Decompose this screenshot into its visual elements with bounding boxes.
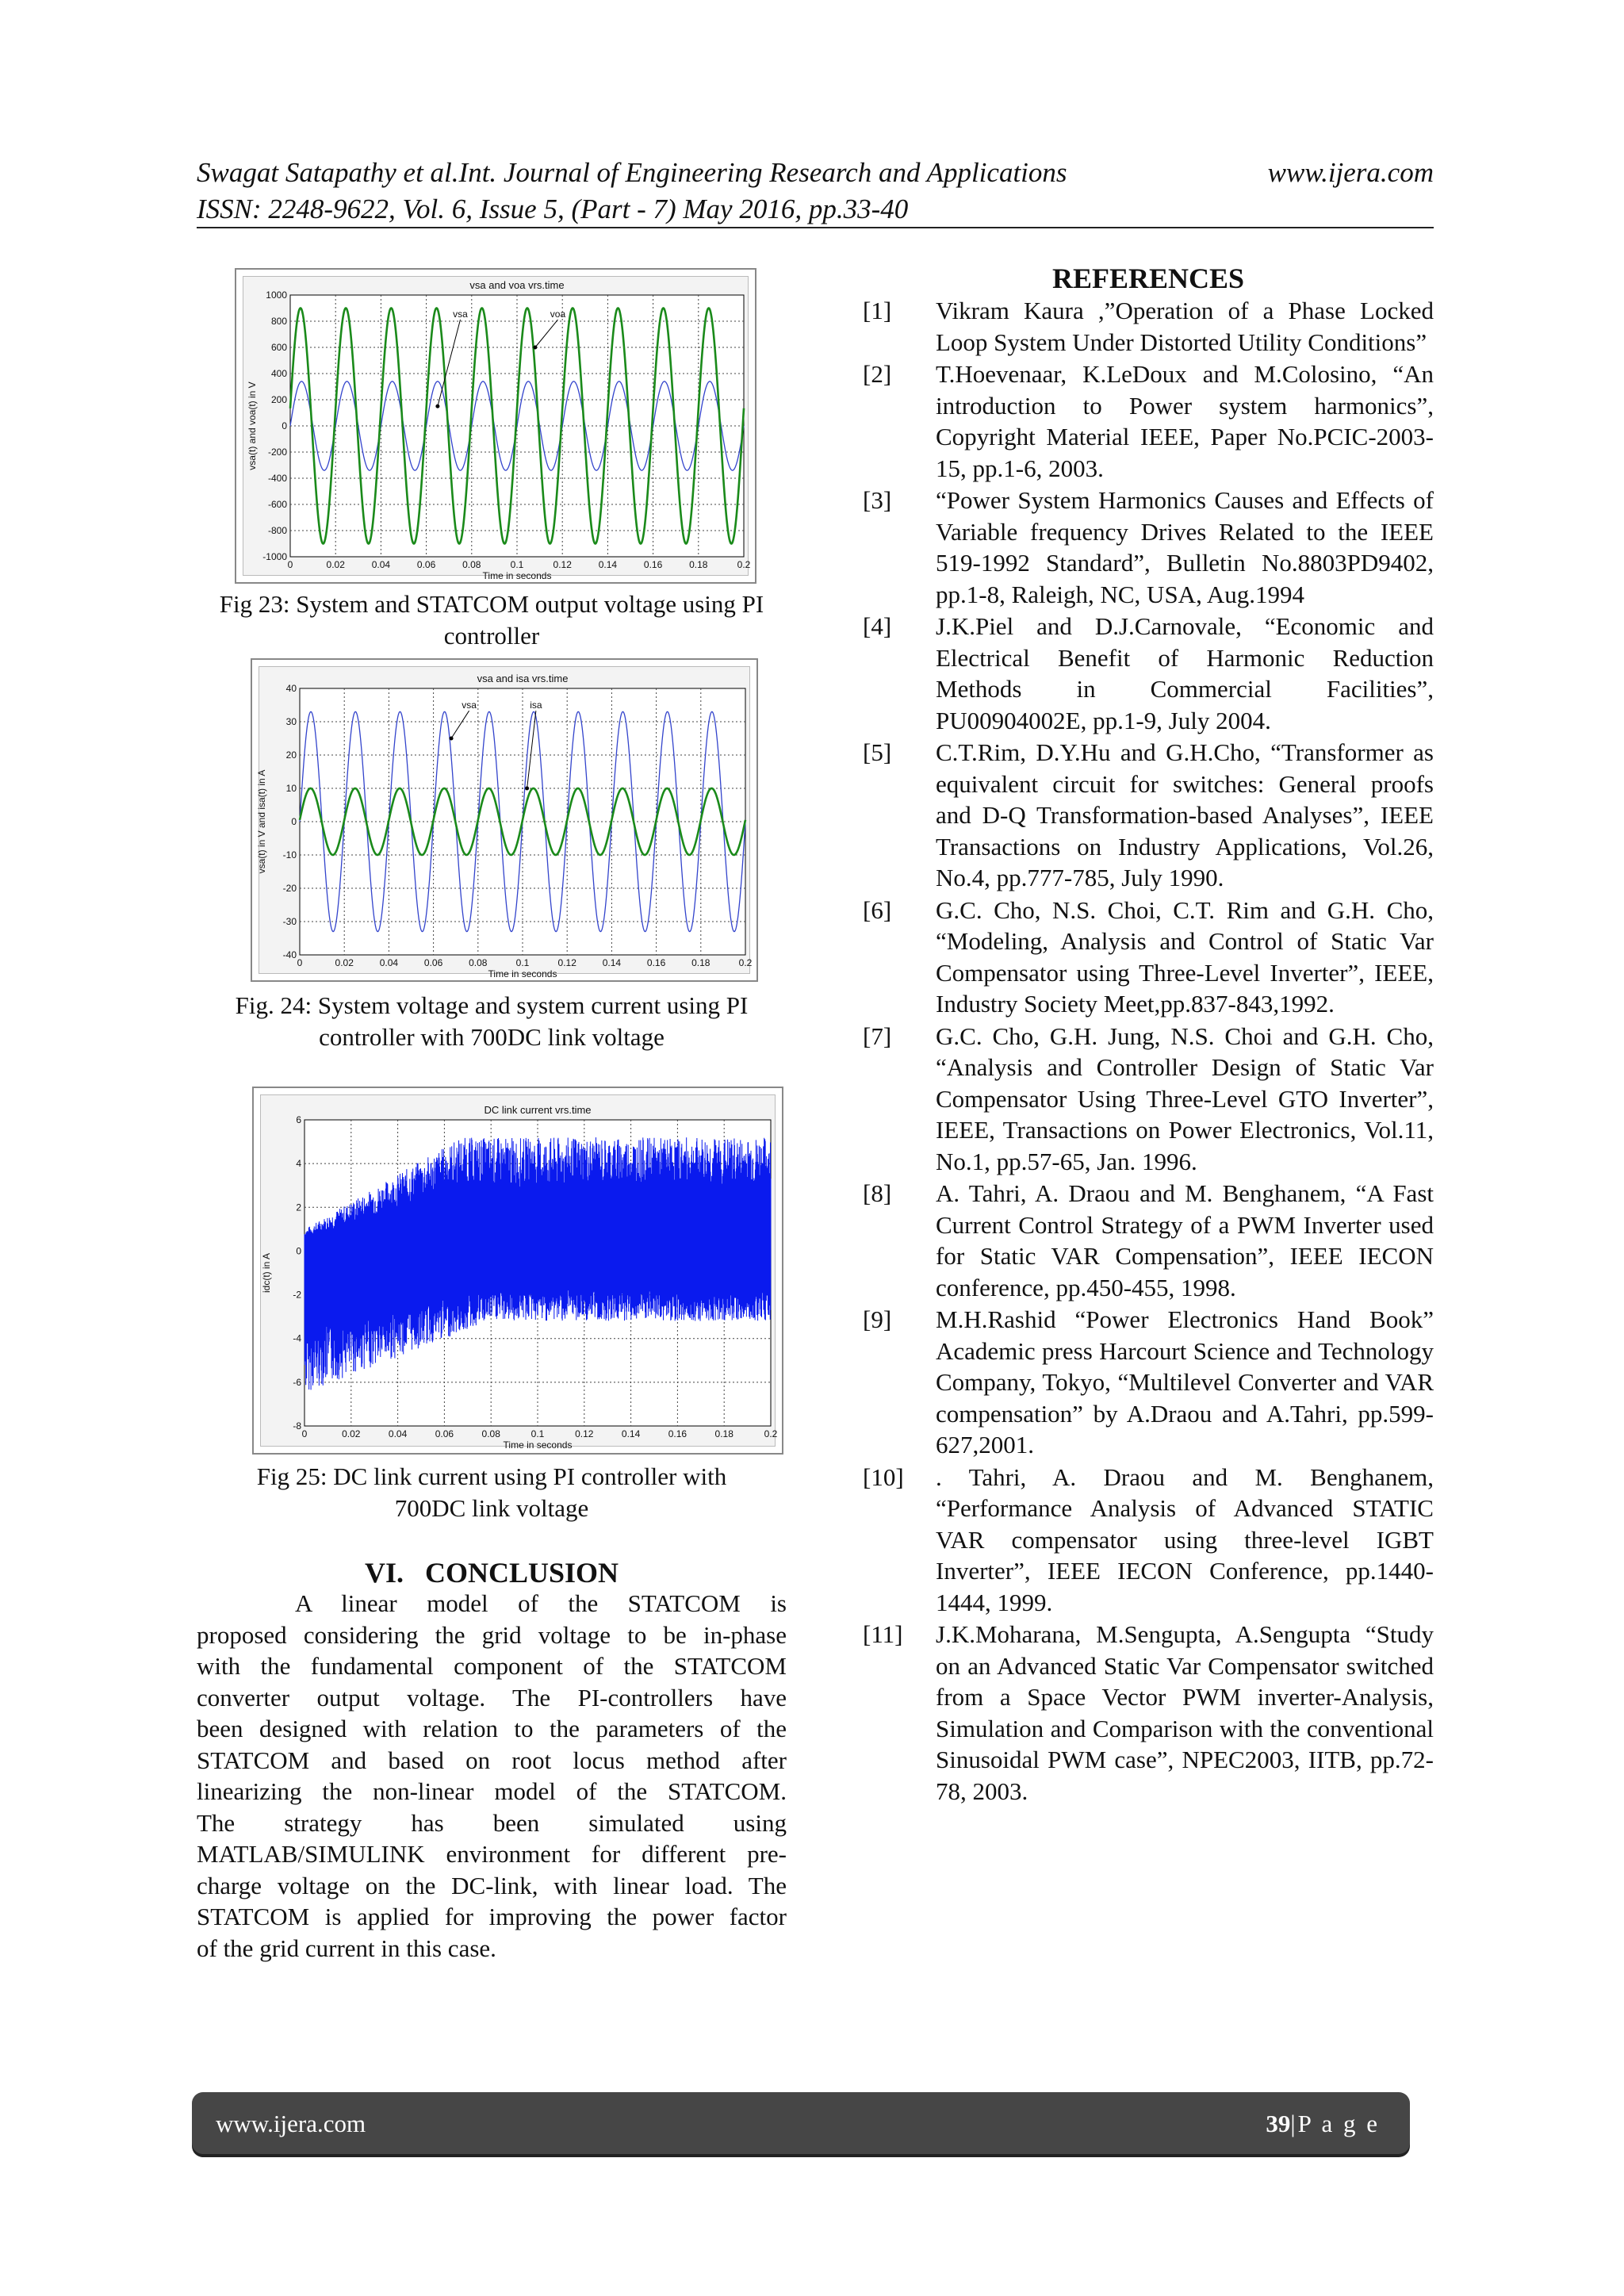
- y-tick-label: 20: [285, 749, 297, 761]
- reference-number: [6]: [863, 895, 892, 924]
- page-footer: [192, 2092, 1410, 2154]
- conclusion-line: MATLAB/SIMULINK environment for different pre-: [197, 1840, 787, 1868]
- y-tick-label: -1000: [262, 551, 287, 562]
- x-tick-label: 0.02: [326, 559, 345, 570]
- reference-item: [863, 295, 1434, 358]
- figure-23: [235, 268, 756, 584]
- reference-text: G.C. Cho, N.S. Choi, C.T. Rim and G.H. Cho, “Modeling, Analysis and Control of Static Var Compensator using Three-Level Inverter”, IEEE, Industry Society Meet,pp.837-843,1992.: [936, 895, 1434, 1018]
- x-tick-label: 0.14: [621, 1428, 641, 1439]
- annotation-arrowhead: [525, 787, 529, 791]
- x-tick-label: 0.08: [469, 957, 488, 968]
- y-tick-label: -200: [267, 447, 287, 458]
- footer-url[interactable]: www.ijera.com: [216, 2110, 366, 2137]
- x-tick-label: 0.16: [643, 559, 663, 570]
- y-tick-label: -30: [282, 916, 297, 927]
- conclusion-line: been designed with relation to the parameters of the: [197, 1715, 787, 1742]
- y-tick-label: 0: [296, 1245, 301, 1257]
- reference-number: [3]: [863, 486, 892, 514]
- reference-number: [10]: [863, 1462, 904, 1491]
- x-tick-label: 0.18: [689, 559, 708, 570]
- annotation-arrowhead: [533, 346, 537, 350]
- reference-item: [863, 358, 1434, 484]
- y-tick-label: -8: [293, 1420, 301, 1432]
- x-tick-label: 0.2: [764, 1428, 778, 1439]
- x-tick-label: 0.18: [691, 957, 710, 968]
- y-tick-label: 40: [285, 683, 297, 694]
- reference-text: G.C. Cho, G.H. Jung, N.S. Choi and G.H. Cho, “Analysis and Controller Design of Static Var Compensator Using Three-Level GTO Inverter”, IEEE, Transactions on Power Electronics, Vol.11, No.1, pp.57-65, Jan. 1996.: [936, 1022, 1434, 1175]
- x-tick-label: 0: [301, 1428, 308, 1439]
- chart-fig24: [252, 660, 760, 983]
- y-tick-label: -600: [267, 499, 287, 510]
- x-tick-label: 0.06: [435, 1428, 454, 1439]
- conclusion-body: [197, 1588, 787, 1964]
- x-tick-label: 0.04: [379, 957, 399, 968]
- reference-text: T.Hoevenaar, K.LeDoux and M.Colosino, “An introduction to Power system harmonics”, Copyright Material IEEE, Paper No.PCIC-2003-15, pp.1-6, 2003.: [936, 360, 1434, 482]
- figure-25: [252, 1087, 783, 1455]
- reference-number: [2]: [863, 360, 892, 388]
- y-axis-label: idc(t) in A: [261, 1252, 272, 1294]
- annotation-label: voa: [550, 309, 566, 320]
- x-tick-label: 0.16: [668, 1428, 688, 1439]
- x-tick-label: 0.2: [738, 957, 753, 968]
- conclusion-line: The strategy has been simulated using: [197, 1808, 787, 1837]
- reference-item: [863, 1619, 1434, 1807]
- conclusion-line: STATCOM and based on root locus method after: [197, 1746, 787, 1774]
- annotation-label: vsa: [462, 700, 477, 711]
- y-tick-label: 0: [291, 816, 297, 827]
- header-rule: [197, 227, 1434, 228]
- x-tick-label: 0.02: [342, 1428, 361, 1439]
- reference-item: [863, 1021, 1434, 1178]
- chart-title: vsa and isa vrs.time: [477, 673, 569, 684]
- y-tick-label: 800: [270, 316, 287, 327]
- reference-list: [863, 295, 1434, 1807]
- annotation-label: vsa: [453, 309, 468, 320]
- reference-number: [1]: [863, 297, 892, 324]
- y-tick-label: 2: [296, 1202, 301, 1213]
- reference-item: [863, 1304, 1434, 1461]
- conclusion-line: linearizing the non-linear model of the STATCOM.: [197, 1777, 787, 1805]
- x-tick-label: 0.02: [335, 957, 354, 968]
- chart-fig23: [236, 270, 758, 585]
- conclusion-line: A linear model of the STATCOM is: [295, 1589, 787, 1617]
- x-axis-label: Time in seconds: [503, 1439, 573, 1451]
- page-number: 39|P a g e: [1266, 2110, 1380, 2137]
- x-tick-label: 0: [297, 957, 303, 968]
- x-tick-label: 0.04: [371, 559, 391, 570]
- y-tick-label: -6: [293, 1376, 301, 1388]
- x-tick-label: 0.04: [388, 1428, 408, 1439]
- chart-fig25: [254, 1088, 785, 1456]
- x-tick-label: 0.1: [530, 1428, 545, 1439]
- y-tick-label: -10: [282, 849, 297, 861]
- x-tick-label: 0.14: [602, 957, 622, 968]
- issn-line: ISSN: 2248-9622, Vol. 6, Issue 5, (Part - 7) May 2016, pp.33-40: [197, 194, 909, 224]
- chart-title: vsa and voa vrs.time: [469, 279, 565, 291]
- x-tick-label: 0.18: [714, 1428, 733, 1439]
- references-heading: REFERENCES: [1051, 263, 1245, 294]
- x-tick-label: 0.16: [646, 957, 666, 968]
- conclusion-line: converter output voltage. The PI-controllers have: [197, 1683, 787, 1711]
- x-tick-label: 0.06: [423, 957, 443, 968]
- x-tick-label: 0: [287, 559, 293, 570]
- reference-text: . Tahri, A. Draou and M. Benghanem, “Performance Analysis of Advanced STATIC VAR compensator using three-level IGBT Inverter”, IEEE IECON Conference, pp.1440-1444, 1999.: [936, 1462, 1434, 1616]
- y-tick-label: 0: [282, 420, 287, 431]
- x-tick-label: 0.2: [737, 559, 751, 570]
- figure-24: [251, 658, 758, 982]
- reference-text: A. Tahri, A. Draou and M. Benghanem, “A Fast Current Control Strategy of a PWM Inverter used for Static VAR Compensation”, IEEE IECON conference, pp.450-455, 1998.: [936, 1179, 1434, 1301]
- y-tick-label: -4: [293, 1332, 301, 1344]
- reference-text: Vikram Kaura ,”Operation of a Phase Locked Loop System Under Distorted Utility Conditions”: [936, 297, 1434, 356]
- reference-item: [863, 611, 1434, 736]
- reference-item: [863, 485, 1434, 610]
- x-axis-label: Time in seconds: [482, 570, 552, 581]
- reference-number: [11]: [863, 1620, 903, 1648]
- x-tick-label: 0.1: [510, 559, 524, 570]
- annotation-arrowhead: [450, 737, 454, 741]
- reference-number: [9]: [863, 1305, 892, 1333]
- x-tick-label: 0.08: [481, 1428, 500, 1439]
- x-tick-label: 0.14: [598, 559, 618, 570]
- reference-text: J.K.Moharana, M.Sengupta, A.Sengupta “Study on an Advanced Static Var Compensator switched from a Space Vector PWM inverter-Analysis, Simulation and Comparison with the conventional Sinusoidal PWM case”, NPEC2003, IITB, pp.72-78, 2003.: [936, 1620, 1434, 1805]
- y-tick-label: -20: [282, 883, 297, 894]
- conclusion-heading: VI. CONCLUSION: [364, 1557, 619, 1589]
- x-tick-label: 0.08: [462, 559, 481, 570]
- y-tick-label: 4: [296, 1158, 301, 1170]
- y-axis-label: vsa(t) and voa(t) in V: [247, 381, 258, 470]
- caption-fig23: Fig 23: System and STATCOM output voltage using PI controller: [219, 590, 764, 650]
- y-tick-label: 200: [270, 394, 287, 405]
- reference-number: [8]: [863, 1179, 892, 1207]
- x-tick-label: 0.1: [515, 957, 530, 968]
- reference-text: C.T.Rim, D.Y.Hu and G.H.Cho, “Transformer as equivalent circuit for switches: General proofs and D-Q Transformation-based Analyses”, IEEE Transactions on Industry Applications, Vol.26, No.4, pp.777-785, July 1990.: [936, 738, 1434, 891]
- x-tick-label: 0.06: [416, 559, 436, 570]
- reference-text: “Power System Harmonics Causes and Effects of Variable frequency Drives Related to the IEEE 519-1992 Standard”, Bulletin No.8803PD9402, pp.1-8, Raleigh, NC, USA, Aug.1994: [936, 486, 1434, 608]
- journal-citation: Swagat Satapathy et al.Int. Journal of Engineering Research and Applications: [197, 157, 1067, 188]
- annotation-label: isa: [530, 700, 542, 711]
- y-tick-label: -400: [267, 473, 287, 484]
- y-tick-label: 1000: [266, 289, 287, 301]
- reference-item: [863, 1462, 1434, 1619]
- x-axis-label: Time in seconds: [488, 968, 557, 979]
- y-tick-label: 6: [296, 1114, 301, 1125]
- x-tick-label: 0.12: [575, 1428, 594, 1439]
- reference-text: M.H.Rashid “Power Electronics Hand Book” Academic press Harcourt Science and Technology Company, Tokyo, “Multilevel Converter and VAR compensation” by A.Draou and A.Tahri, pp.599-627,2001.: [936, 1305, 1434, 1458]
- conclusion-line: with the fundamental component of the STATCOM: [197, 1652, 787, 1680]
- reference-item: [863, 737, 1434, 894]
- reference-text: J.K.Piel and D.J.Carnovale, “Economic and Electrical Benefit of Harmonic Reduction Methods in Commercial Facilities”, PU00904002E, pp.1-9, July 2004.: [936, 612, 1434, 734]
- x-tick-label: 0.12: [557, 957, 576, 968]
- y-tick-label: 600: [270, 342, 287, 353]
- y-axis-label: vsa(t) in V and isa(t) in A: [256, 769, 267, 874]
- conclusion-line: STATCOM is applied for improving the power factor: [197, 1903, 787, 1930]
- y-tick-label: -40: [282, 949, 297, 960]
- y-tick-label: 10: [285, 783, 297, 794]
- caption-fig24: Fig. 24: System voltage and system current using PI controller with 700DC link voltage: [235, 991, 749, 1051]
- annotation-arrowhead: [435, 404, 439, 408]
- y-tick-label: 30: [285, 716, 297, 727]
- y-tick-label: -2: [293, 1289, 301, 1301]
- running-header: [197, 155, 1434, 228]
- x-tick-label: 0.12: [553, 559, 572, 570]
- caption-fig25: Fig 25: DC link current using PI controller with 700DC link voltage: [256, 1462, 727, 1522]
- conclusion-line: of the grid current in this case.: [197, 1934, 496, 1962]
- y-tick-label: -800: [267, 525, 287, 536]
- reference-number: [7]: [863, 1022, 892, 1050]
- conclusion-line: proposed considering the grid voltage to be in-phase: [197, 1620, 787, 1649]
- reference-item: [863, 1178, 1434, 1303]
- journal-url[interactable]: www.ijera.com: [1267, 157, 1434, 188]
- reference-item: [863, 895, 1434, 1020]
- conclusion-line: charge voltage on the DC-link, with linear load. The: [197, 1871, 787, 1899]
- chart-title: DC link current vrs.time: [484, 1104, 592, 1116]
- reference-number: [5]: [863, 738, 892, 766]
- reference-number: [4]: [863, 612, 892, 640]
- y-tick-label: 400: [270, 368, 287, 379]
